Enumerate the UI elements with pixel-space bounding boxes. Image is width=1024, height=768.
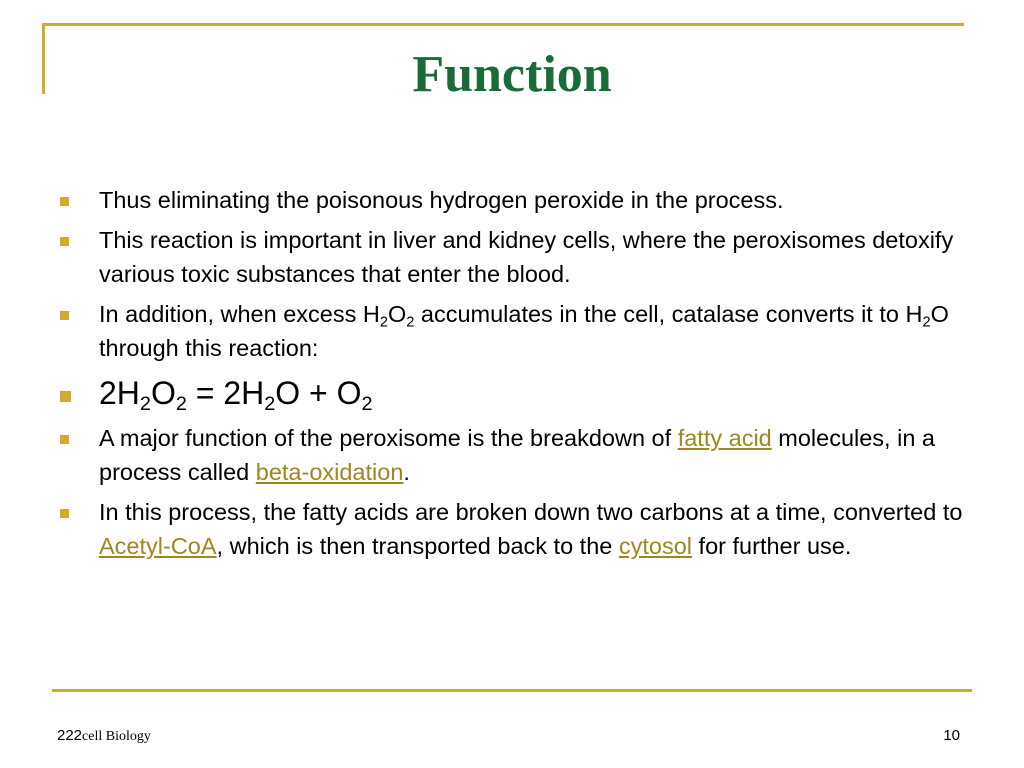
bullet-text: Thus eliminating the poisonous hydrogen peroxide in the process. bbox=[99, 187, 784, 213]
bullet-square-icon bbox=[60, 197, 69, 206]
bullet-text: This reaction is important in liver and kidney cells, where the peroxisomes detoxify various toxic substances that enter the blood. bbox=[99, 227, 954, 287]
bullet-item bbox=[60, 421, 980, 489]
link-acetyl-coa[interactable]: Acetyl-CoA bbox=[99, 533, 217, 559]
bullet-text: In addition, when excess $H_2O_2$ accumulates in the cell, catalase converts it to $H_2O$ through this reaction: bbox=[99, 301, 949, 361]
bullet-square-icon bbox=[60, 311, 69, 320]
bullet-square-icon bbox=[60, 435, 69, 444]
bullet-square-icon bbox=[60, 391, 71, 402]
course-number: 222 bbox=[57, 727, 83, 744]
link-beta-oxidation[interactable]: beta-oxidation bbox=[255, 459, 404, 485]
frame-top-line bbox=[42, 23, 964, 26]
frame-bottom-line bbox=[52, 689, 972, 692]
equation-text: $2H_2O_2 = 2H_2O + O_2$ bbox=[99, 375, 373, 415]
bullet-item-equation bbox=[60, 371, 980, 415]
bullet-item bbox=[60, 495, 980, 563]
footer-course bbox=[57, 727, 151, 745]
slide-body bbox=[60, 183, 980, 569]
bullet-item bbox=[60, 183, 980, 217]
link-fatty-acid[interactable]: fatty acid bbox=[677, 425, 772, 451]
bullet-item bbox=[60, 223, 980, 291]
slide-title: Function bbox=[412, 46, 612, 103]
link-cytosol[interactable]: cytosol bbox=[618, 533, 693, 559]
page-number: 10 bbox=[943, 727, 960, 744]
bullet-square-icon bbox=[60, 509, 69, 518]
bullet-item bbox=[60, 297, 980, 365]
bullet-text: A major function of the peroxisome is the breakdown of fatty acid molecules, in a process called beta-oxidation. bbox=[99, 425, 936, 485]
bullet-square-icon bbox=[60, 237, 69, 246]
bullet-text: In this process, the fatty acids are broken down two carbons at a time, converted to Acetyl-CoA, which is then transported back to the cytosol for further use. bbox=[99, 499, 963, 559]
course-name: cell Biology bbox=[82, 729, 151, 744]
